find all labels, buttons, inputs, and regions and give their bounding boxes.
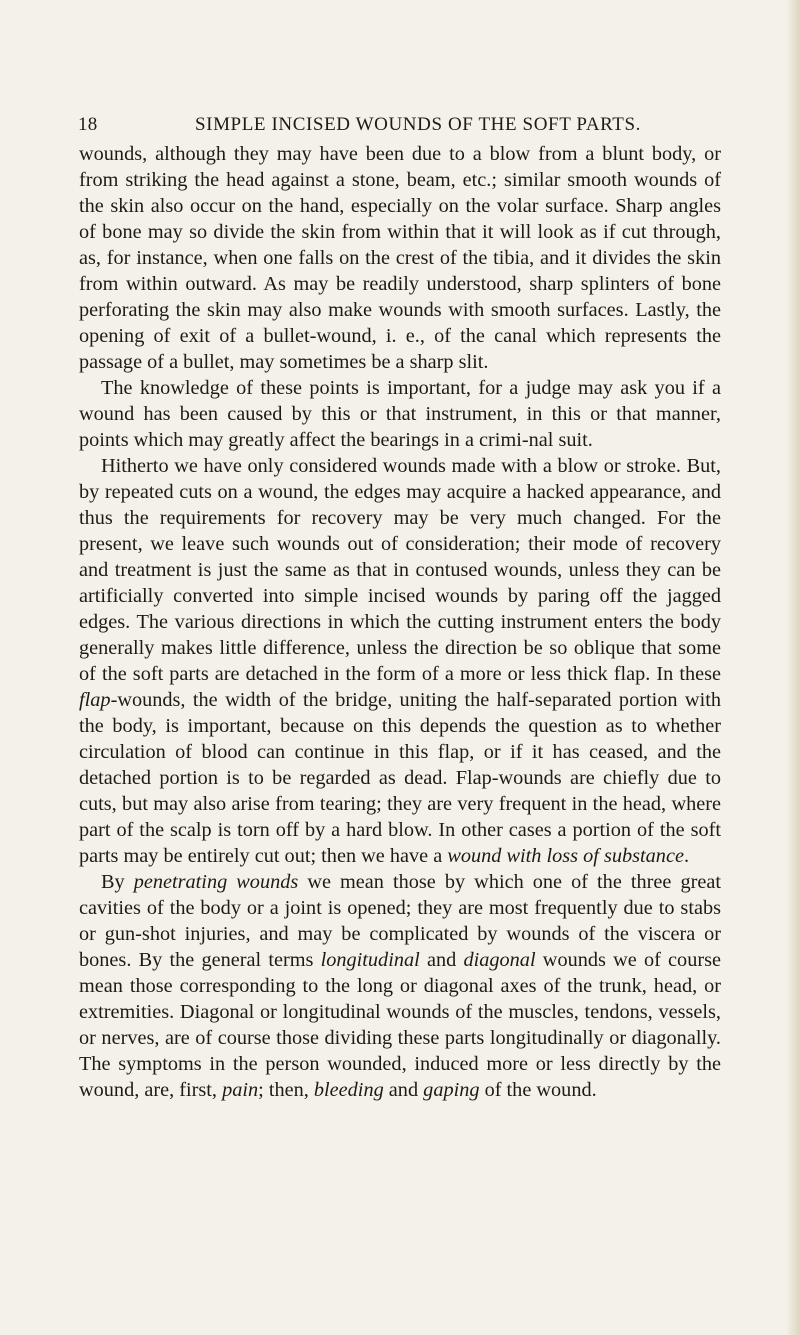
text-run: -wounds, the width of the bridge, uniting the half-separated portion with the body, is important, because on this depends the question as to whether circulation of blood can continue in this flap, or if it has ceased, and the detached portion is to be regarded as dead. Flap-wounds are chiefly due to cuts, but may also arise from tearing; they are very frequent in the head, where part of the scalp is torn off by a hard blow. In other cases a portion of the soft parts may be entirely cut out; then we have a (79, 689, 721, 867)
text-run: The knowledge of these points is important, for a judge may ask you if a wound has been caused by this or that instrument, in this or that manner, points which may greatly affect the bearings in a crimi-nal suit. (79, 377, 721, 451)
body-text (79, 141, 721, 1103)
paragraph-1 (79, 141, 721, 375)
paragraph-2 (79, 375, 721, 453)
text-run: . (683, 845, 690, 867)
page-number: 18 (78, 114, 98, 135)
text-run: of the wound. (479, 1079, 597, 1101)
italic-text: wound with loss of substance (447, 845, 684, 867)
text-run: we mean those by which one of the three great cavities of the body or a joint is opened; they are most frequently due to stabs or gun-shot injuries, and may be complicated by wounds of the viscera or bones. By the general terms (79, 871, 721, 971)
paragraph-3 (79, 453, 721, 869)
paragraph-4 (79, 869, 721, 1103)
text-run: ; then, (258, 1079, 314, 1101)
italic-text: bleeding (313, 1079, 384, 1101)
running-head: SIMPLE INCISED WOUNDS OF THE SOFT PARTS. (194, 114, 642, 135)
italic-text: pain (222, 1079, 259, 1101)
italic-text: diagonal (463, 949, 536, 971)
text-run: wounds, although they may have been due to a blow from a blunt body, or from striking the head against a stone, beam, etc.; similar smooth wounds of the skin also occur on the hand, especially on the volar surface. Sharp angles of bone may so divide the skin from within that it will look as if cut through, as, for instance, when one falls on the crest of the tibia, and it divides the skin from within outward. As may be readily understood, sharp splinters of bone perforating the skin may also make wounds with smooth surfaces. Lastly, the opening of exit of a bullet-wound, i. e., of the canal which represents the passage of a bullet, may sometimes be a sharp slit. (79, 143, 721, 373)
italic-text: penetrating wounds (133, 871, 299, 893)
italic-text: longitudinal (320, 949, 420, 971)
text-run: and (419, 949, 464, 971)
text-run: and (383, 1079, 424, 1101)
text-run: Hitherto we have only considered wounds made with a blow or stroke. But, by repeated cuts on a wound, the edges may acquire a hacked appearance, and thus the requirements for recovery may be very much changed. For the present, we leave such wounds out of consideration; their mode of recovery and treatment is just the same as that in contused wounds, unless they can be artificially converted into simple incised wounds by paring off the jagged edges. The various directions in which the cutting instrument enters the body generally makes little difference, unless the direction be so oblique that some of the soft parts are detached in the form of a more or less thick flap. In these (79, 455, 721, 685)
italic-text: gaping (423, 1079, 480, 1101)
text-run: By (101, 871, 134, 893)
page-edge-shading (786, 0, 800, 1335)
italic-text: flap (79, 689, 111, 711)
text-run: wounds we of course mean those corresponding to the long or diagonal axes of the trunk, head, or extremities. Diagonal or longitudinal wounds of the muscles, tendons, vessels, or nerves, are of course those dividing these parts longitudinally or diagonally. The symptoms in the person wounded, induced more or less directly by the wound, are, first, (79, 949, 721, 1101)
